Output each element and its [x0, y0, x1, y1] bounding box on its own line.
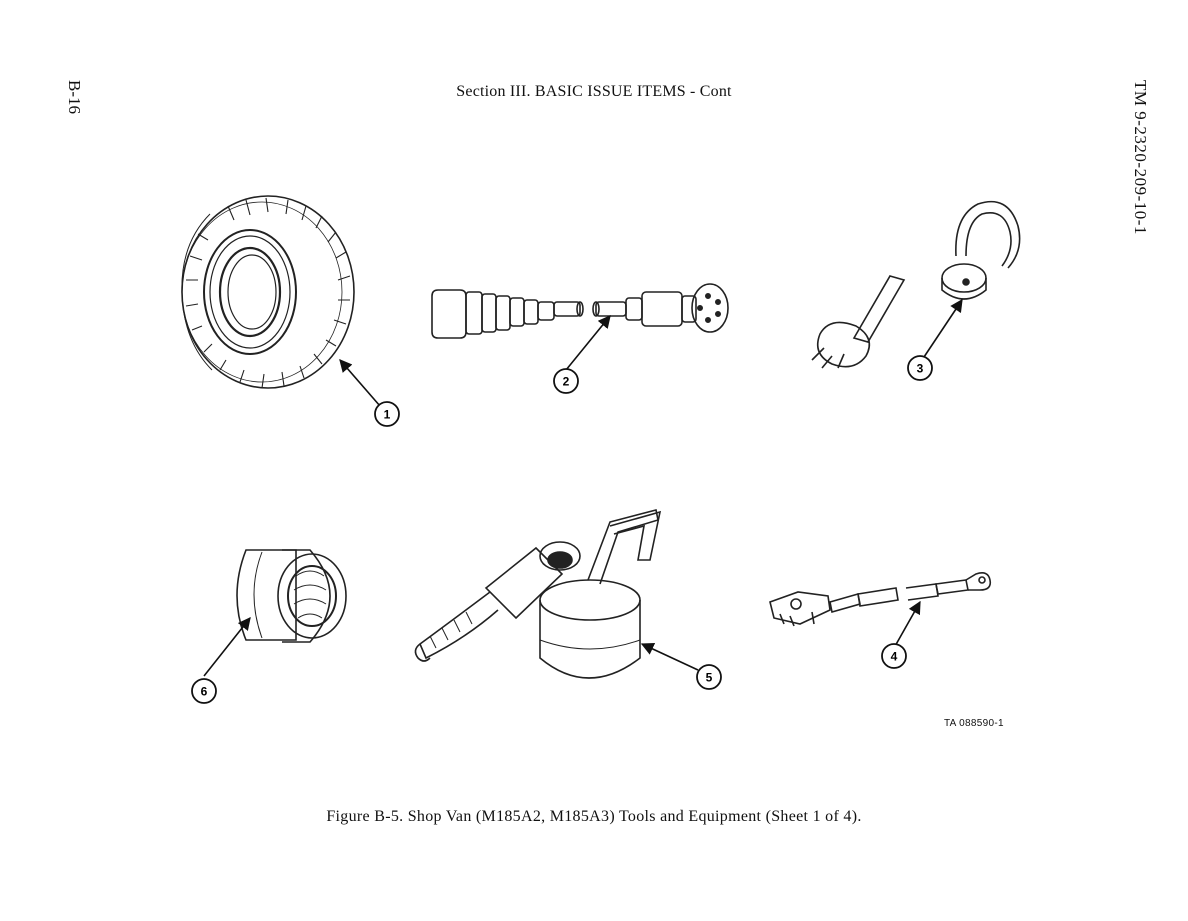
document-number-text: TM 9-2320-209-10-1: [1131, 80, 1150, 235]
callout-5: [697, 665, 721, 689]
callout-number: 2: [562, 374, 570, 389]
callout-1: [375, 402, 399, 426]
figure-caption: Figure B-5. Shop Van (M185A2, M185A3) Tools and Equipment (Sheet 1 of 4).: [326, 808, 862, 825]
callout-number: 3: [916, 361, 924, 376]
callout-4: [882, 644, 906, 668]
callout-number: 6: [200, 684, 208, 699]
callout-number: 5: [705, 670, 713, 685]
plug-and-hook-drawing: [812, 202, 1020, 368]
callout-number: 1: [383, 407, 391, 422]
art-reference-tag: TA 088590-1: [944, 718, 1004, 729]
pipe-coupling-drawing: [237, 550, 346, 642]
section-header: Section III. BASIC ISSUE ITEMS - Cont: [456, 83, 732, 100]
tire-drawing: [182, 196, 354, 388]
callout-2: [554, 369, 578, 393]
page-number-text: B-16: [65, 80, 84, 114]
battery-cable-drawing: [770, 573, 990, 626]
callout-3: [908, 356, 932, 380]
cable-connector-drawing: [432, 284, 728, 338]
callout-number: 4: [890, 649, 898, 664]
callout-6: [192, 679, 216, 703]
oil-can-drawing: [415, 510, 660, 678]
